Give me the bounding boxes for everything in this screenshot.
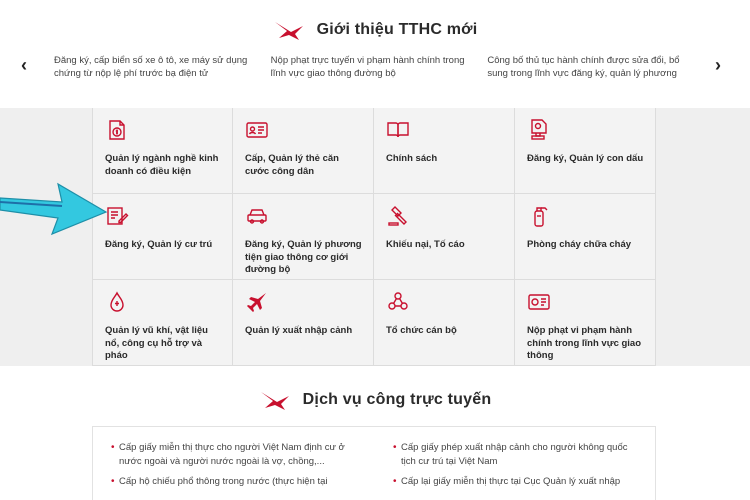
service-link[interactable]: Cấp hộ chiếu phổ thông trong nước (thực hiện tại <box>119 476 328 487</box>
services-list-right <box>393 441 633 495</box>
category-label: Quản lý vũ khí, vật liệu nổ, công cụ hỗ trợ và pháo <box>105 325 208 361</box>
open-book-icon <box>386 118 410 142</box>
services-title: Dịch vụ công trực tuyến <box>302 391 492 408</box>
fire-extinguisher-icon <box>527 204 551 228</box>
document-dollar-icon <box>105 118 129 142</box>
id-card-icon <box>245 118 269 142</box>
service-item[interactable] <box>393 475 633 489</box>
online-services-section <box>0 366 750 500</box>
bullet-icon: • <box>393 442 397 453</box>
services-header <box>0 388 750 412</box>
category-tile[interactable] <box>233 108 374 194</box>
bird-logo-icon <box>273 18 307 42</box>
intro-section <box>0 0 750 108</box>
category-tile[interactable] <box>233 280 374 366</box>
category-tile[interactable] <box>515 194 656 280</box>
service-item[interactable] <box>393 441 633 469</box>
category-tile[interactable] <box>374 280 515 366</box>
bullet-icon: • <box>111 476 115 487</box>
category-section <box>0 108 750 366</box>
intro-header <box>0 18 750 42</box>
category-tile[interactable] <box>92 280 233 366</box>
news-carousel <box>54 54 704 80</box>
category-tile[interactable] <box>92 194 233 280</box>
news-item[interactable]: Đăng ký, cấp biển số xe ô tô, xe máy sử dụng chứng từ nộp lệ phí trước bạ điện tử <box>54 55 248 79</box>
airplane-icon <box>245 290 269 314</box>
category-label: Khiếu nại, Tố cáo <box>386 239 465 250</box>
next-arrow-button[interactable]: › <box>715 55 721 75</box>
category-label: Nộp phạt vi phạm hành chính trong lĩnh vực giao thông <box>527 325 642 361</box>
bird-logo-icon <box>259 388 293 412</box>
car-icon <box>245 204 269 228</box>
category-label: Tổ chức cán bộ <box>386 325 457 336</box>
bullet-icon: • <box>111 442 115 453</box>
category-label: Chính sách <box>386 153 438 164</box>
category-label: Đăng ký, Quản lý cư trú <box>105 239 213 250</box>
organization-icon <box>386 290 410 314</box>
category-tile[interactable] <box>374 194 515 280</box>
category-tile[interactable] <box>92 108 233 194</box>
service-link[interactable]: Cấp giấy phép xuất nhập cảnh cho người không quốc tịch cư trú tại Việt Nam <box>401 442 628 467</box>
services-list-left <box>111 441 351 495</box>
category-tile[interactable] <box>233 194 374 280</box>
category-label: Phòng cháy chữa cháy <box>527 239 632 250</box>
category-grid <box>92 108 656 366</box>
news-item[interactable]: Công bố thủ tục hành chính được sửa đổi, bổ sung trong lĩnh vực đăng ký, quản lý phương <box>487 55 680 79</box>
service-link[interactable]: Cấp giấy miễn thị thực cho người Việt Nam định cư ở nước ngoài và người nước ngoài là vợ, chồng,... <box>119 442 345 467</box>
category-tile[interactable] <box>374 108 515 194</box>
explosive-icon <box>105 290 129 314</box>
category-label: Quản lý ngành nghề kinh doanh có điều kiện <box>105 153 219 177</box>
category-label: Đăng ký, Quản lý con dấu <box>527 153 644 164</box>
category-label: Quản lý xuất nhập cảnh <box>245 325 353 336</box>
gavel-icon <box>386 204 410 228</box>
category-tile[interactable] <box>515 108 656 194</box>
bullet-icon: • <box>393 476 397 487</box>
intro-title: Giới thiệu TTHC mới <box>316 21 478 38</box>
news-item[interactable]: Nộp phạt trực tuyến vi phạm hành chính trong lĩnh vực giao thông đường bộ <box>270 55 465 79</box>
service-link[interactable]: Cấp lại giấy miễn thị thực tại Cục Quản lý xuất nhập <box>401 476 621 487</box>
service-item[interactable] <box>111 475 351 489</box>
category-label: Đăng ký, Quản lý phương tiện giao thông cơ giới đường bộ <box>245 239 362 275</box>
category-tile[interactable] <box>515 280 656 366</box>
seal-stamp-icon <box>527 118 551 142</box>
category-label: Cấp, Quản lý thẻ căn cước công dân <box>245 153 339 177</box>
cyan-pointer-arrow-icon <box>0 180 110 238</box>
traffic-fine-card-icon <box>527 290 551 314</box>
service-item[interactable] <box>111 441 351 469</box>
prev-arrow-button[interactable]: ‹ <box>21 55 27 75</box>
services-list-box <box>92 426 656 500</box>
